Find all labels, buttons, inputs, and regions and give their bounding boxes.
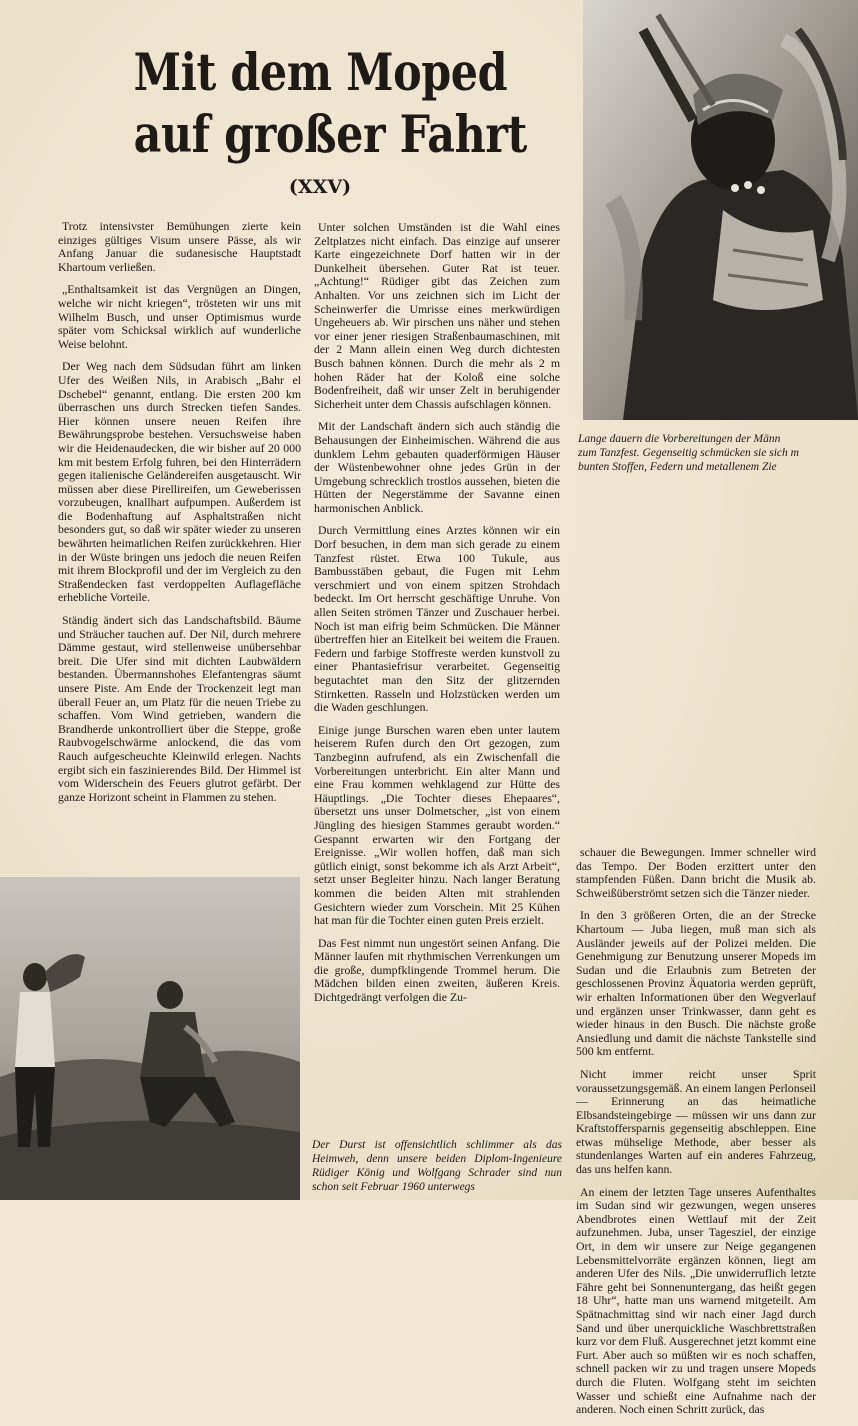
paragraph: Ständig ändert sich das Landschaftsbild. Bäume und Sträucher tauchen auf. Der Nil, durch mehrere Dämme gestaut, wird stellenweise unübersehbar breit. Die Ufer sind mit dichten Laubwäldern bestanden. Übermannshohes Elefantengras säumt unsere Piste. Am Ende der Trockenzeit legt man überall Feuer an, um Platz für die neuen Triebe zu schaffen. Vom Wind getrieben, wandern die Brandherde unkontrolliert über die Steppe, große Raubvogelschwärme anlockend, die das vom Rauch aufgescheuchte Kleinwild erlegen. Nachts ergibt sich ein faszinierendes Bild. Der Himmel ist vom Widerschein des Feuers glutrot gefärbt. Der ganze Horizont scheint in Flammen zu stehen. xyxy=(58,613,301,804)
article-column-1 xyxy=(58,220,301,813)
caption-line: zum Tanzfest. Gegenseitig schmücken sie sich m xyxy=(578,447,799,459)
paragraph: Trotz intensivster Bemühungen zierte kein einziges gültiges Visum unsere Pässe, als wir Anfang Januar die sudanesische Hauptstadt Khartoum verließen. xyxy=(58,219,301,274)
dancer-photo xyxy=(583,0,858,420)
article-column-3 xyxy=(576,846,816,1426)
dancer-photo-caption xyxy=(578,432,858,474)
series-number: (XXV) xyxy=(288,176,352,198)
dancer-illustration xyxy=(583,0,858,420)
article-title xyxy=(100,42,527,166)
article-column-2 xyxy=(314,221,560,1014)
paragraph: An einem der letzten Tage unseres Aufenthaltes im Sudan sind wir gezwungen, wegen unseres Abendbrotes einen Wettlauf mit der Zeit aufzunehmen. Juba, unser Tagesziel, der einzige Ort, in dem wir unsere zur Neige gegangenen Lebensmittelvorräte ergänzen können, liegt am anderen Ufer des Nils. „Die unwiderruflich letzte Fähre geht bei Sonnenuntergang, das heißt gegen 18 Uhr“, hatte man uns warnend mitgeteilt. Am Spätnachmittag sind wir nach einer Jagd durch Sand und über unerquickliche Waschbrettstraßen kurz vor dem Fluß. Ausgerechnet jetzt kommt eine Furt. Aber auch so müßten wir es noch schaffen, schnell packen wir zu und tragen unsere Mopeds durch die Fluten. Wolfgang steht im seichten Wasser und schießt eine Aufnahme nach der anderen. Noch einen Schritt zurück, das xyxy=(576,1184,816,1417)
paragraph: schauer die Bewegungen. Immer schneller wird das Tempo. Der Boden erzittert unter den stampfenden Füßen. Dann bricht die Musik ab. Schweißüberströmt setzen sich die Tänzer nieder. xyxy=(576,845,816,900)
paragraph: In den 3 größeren Orten, die an der Strecke Khartoum — Juba liegen, muß man sich als Ausländer jeweils auf der Polizei melden. Die Genehmigung zur Benutzung unserer Mopeds im Sudan und die Erlaubnis zum Betreten der geschlossenen Provinz Äquatoria werden geprüft, wir erhalten Informationen über den Wegverlauf und ergänzen unser Trinkwasser, dann geht es wieder hinaus in den Busch. Die nächste große Ansiedlung und damit die nächste Tankstelle sind 500 km entfernt. xyxy=(576,908,816,1059)
paragraph: Der Weg nach dem Südsudan führt am linken Ufer des Weißen Nils, in Arabisch „Bahr el Dschebel“ genannt, entlang. Die ersten 200 km überraschen uns durch Strecken tiefen Sandes. Hier können unsere neuen Reifen ihre Bewährungsprobe bestehen. Versuchsweise haben wir die Heidenaudecken, die wir bisher auf 20 000 km mit bestem Erfolg fuhren, bei den Hinterrädern gegen italienische Geländereifen ausgetauscht. Wir müssen aber diese Pirellireifen, um Geweberissen vorzubeugen, knallhart aufpumpen. Außerdem ist die Bodenhaftung auf Asphaltstraßen nicht besonders gut, so daß wir später wieder zu unseren bewährten heimatlichen Reifen zurückkehren. Hier in der Wüste bringen uns jedoch die neuen Reifen mit ihrem Blockprofil und der im Vergleich zu den Straßendecken fast verdoppelten Auflagefläche erhebliche Vorteile. xyxy=(58,359,301,605)
caption-line: bunten Stoffen, Federn und metallenem Zie xyxy=(578,461,777,473)
paragraph: Mit der Landschaft ändern sich auch ständig die Behausungen der Einheimischen. Während die aus dunklem Lehm gebauten quaderförmigen Häuser der Wüstenbewohner ohne jedes Grün in der Umgebung schrecklich trostlos aussehen, bieten die Hütten der Negerstämme der Savanne einen harmonischen Anblick. xyxy=(314,419,560,515)
paragraph: Durch Vermittlung eines Arztes können wir ein Dorf besuchen, in dem man sich gerade zu einem Tanzfest rüstet. Etwa 100 Tukule, aus Bambusstäben gebaut, die Fugen mit Lehm verschmiert und von einem spitzen Strohdach bedeckt. Im Ort herrscht geschäftige Unruhe. Von allen Seiten strömen Tänzer und Zuschauer herbei. Noch ist man eifrig beim Schmücken. Die Männer übertreffen hier an Eitelkeit bei weitem die Frauen. Federn und farbige Stoffreste werden kunstvoll zu einer Phantasiefrisur verarbeitet. Gegenseitig begutachtet man den Sitz der glitzernden Stirnketten. Rasseln und Holzstücken werden um die Waden geschlungen. xyxy=(314,523,560,715)
travelers-illustration xyxy=(0,877,300,1200)
caption-line: Lange dauern die Vorbereitungen der Männ xyxy=(578,433,781,445)
paragraph: Das Fest nimmt nun ungestört seinen Anfang. Die Männer laufen mit rhythmischen Verrenkungen um die große, dumpfklingende Trommel herum. Die Mädchen bilden einen zweiten, äußeren Kreis. Dichtgedrängt verfolgen die Zu- xyxy=(314,935,560,1005)
travelers-photo-caption: Der Durst ist offensichtlich schlimmer als das Heimweh, denn unsere beiden Diplom-Ingenieure Rüdiger König und Wolfgang Schrader sind nun schon seit Februar 1960 unterwegs xyxy=(312,1139,562,1193)
paragraph: Nicht immer reicht unser Sprit voraussetzungsgemäß. An einem langen Perlonseil — Erinnerung an das heimatliche Elbsandsteingebirge — müssen wir uns dann zur Kraftstoffersparnis gegenseitig abschleppen. Eine etwas mühselige Methode, aber besser als stundenlanges Warten auf ein anderes Fahrzeug, das uns helfen kann. xyxy=(576,1066,816,1177)
paragraph: Einige junge Burschen waren eben unter lautem heiserem Rufen durch den Ort gezogen, zum Tanzbeginn aufrufend, als ein Zwischenfall die Vorbereitungen unterbricht. Ein alter Mann und eine Frau kommen wehklagend zur Hütte des Häuptlings. „Die Tochter dieses Ehepaares“, übersetzt uns unser Dolmetscher, „ist von einem Jüngling des hiesigen Stammes geraubt worden.“ Gespannt erwarten wir den Fortgang der Ereignisse. „Wir wollen hoffen, daß man sich gütlich einigt, sonst bekomme ich als Arzt Arbeit“, setzt unser Begleiter hinzu. Nach langer Beratung kommen die beiden Alten mit strahlenden Gesichtern wieder zum Vorschein. Mit 25 Kühen hat man für die Tochter einen guten Preis erzielt. xyxy=(314,722,560,928)
paragraph: Unter solchen Umständen ist die Wahl eines Zeltplatzes nicht einfach. Das einzige auf unserer Karte eingezeichnete Dorf hatten wir in der Dunkelheit übersehen. Guter Rat ist teuer. „Achtung!“ Rüdiger gibt das Zeichen zum Anhalten. Vor uns zeichnen sich im Licht der Scheinwerfer die Umrisse eines merkwürdigen Ungeheuers ab. Wir pirschen uns näher und stehen vor einer jener riesigen Straßenbaumaschinen, mit der 2 Mann allein einen Weg durch dichtesten Busch bahnen können. Durch die mehr als 2 m hohen Räder hat der Koloß eine solche Bodenfreiheit, daß wir unser Zelt in beruhigender Sicherheit unter dem Chassis aufschlagen können. xyxy=(314,220,560,411)
travelers-photo xyxy=(0,877,300,1200)
paragraph: „Enthaltsamkeit ist das Vergnügen an Dingen, welche wir nicht kriegen“, trösteten wir uns mit Wilhelm Busch, und unser Optimismus wurde später vom Schicksal wirklich auf wunderliche Weise belohnt. xyxy=(58,282,301,351)
headline-line-2: auf großer Fahrt xyxy=(133,105,527,165)
headline-line-1: Mit dem Moped xyxy=(133,43,508,103)
